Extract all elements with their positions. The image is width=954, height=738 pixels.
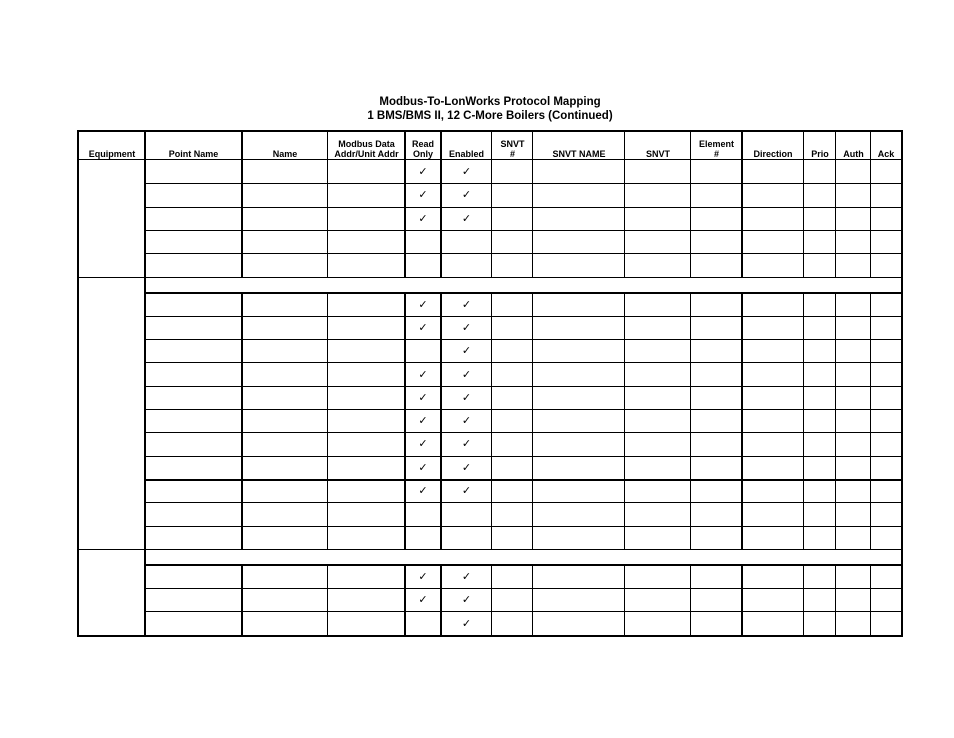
column-rule: [690, 565, 691, 635]
column-rule: [404, 132, 406, 160]
row-rule: [145, 611, 901, 612]
column-rule: [870, 160, 871, 277]
column-rule: [835, 293, 836, 549]
row-rule: [145, 526, 901, 527]
read-only-check-icon: ✓: [418, 415, 428, 428]
column-header-auth: Auth: [843, 149, 864, 159]
read-only-check-icon: ✓: [418, 368, 428, 381]
row-rule: [145, 230, 901, 231]
enabled-check-icon: ✓: [461, 345, 472, 358]
column-rule: [327, 132, 328, 160]
column-rule: [532, 160, 533, 277]
column-header-point-name: Point Name: [168, 149, 219, 159]
read-only-check-icon: ✓: [418, 298, 428, 311]
column-rule: [803, 565, 804, 635]
enabled-check-icon: ✓: [461, 189, 472, 202]
column-header-name: Name: [272, 149, 298, 159]
row-rule: [145, 432, 901, 433]
column-rule: [624, 293, 625, 549]
title-line-2: 1 BMS/BMS II, 12 C-More Boilers (Continued): [367, 110, 613, 122]
column-rule: [241, 132, 243, 160]
column-header-snvt-name: SNVT NAME: [552, 149, 606, 159]
column-rule: [624, 160, 625, 277]
column-rule: [690, 293, 691, 549]
column-rule: [741, 293, 743, 549]
read-only-check-icon: ✓: [418, 321, 428, 334]
enabled-check-icon: ✓: [461, 415, 472, 428]
column-rule: [532, 132, 533, 160]
row-rule: [145, 588, 901, 589]
column-rule: [690, 160, 691, 277]
column-rule: [835, 160, 836, 277]
row-rule: [145, 253, 901, 254]
row-rule: [145, 362, 901, 363]
read-only-check-icon: ✓: [418, 485, 428, 498]
column-header-modbus-data-addr-unit-addr: Modbus Data Addr/Unit Addr: [334, 139, 399, 159]
column-rule: [741, 565, 743, 635]
enabled-check-icon: ✓: [461, 438, 472, 451]
group-rule: [79, 277, 901, 278]
column-rule: [144, 132, 146, 635]
column-header-ack: Ack: [877, 149, 895, 159]
column-header-equipment: Equipment: [88, 149, 136, 159]
enabled-check-icon: ✓: [461, 485, 472, 498]
column-rule: [241, 565, 243, 635]
column-rule: [440, 132, 442, 160]
read-only-check-icon: ✓: [418, 570, 428, 583]
page-title: [77, 95, 903, 123]
column-rule: [532, 565, 533, 635]
read-only-check-icon: ✓: [418, 166, 428, 179]
protocol-mapping-table: [77, 130, 903, 637]
column-header-read-only: Read Only: [411, 139, 434, 159]
row-rule: [145, 479, 901, 481]
column-rule: [491, 132, 492, 160]
row-rule: [145, 207, 901, 208]
column-rule: [532, 293, 533, 549]
enabled-check-icon: ✓: [461, 212, 472, 225]
column-rule: [327, 565, 328, 635]
read-only-check-icon: ✓: [418, 189, 428, 202]
column-header-snvt: SNVT #: [500, 139, 525, 159]
column-rule: [327, 293, 328, 549]
column-rule: [241, 293, 243, 549]
enabled-check-icon: ✓: [461, 391, 472, 404]
read-only-check-icon: ✓: [418, 438, 428, 451]
column-rule: [803, 160, 804, 277]
column-rule: [741, 160, 743, 277]
enabled-check-icon: ✓: [461, 321, 472, 334]
title-line-1: Modbus-To-LonWorks Protocol Mapping: [379, 96, 601, 108]
column-rule: [624, 565, 625, 635]
column-header-direction: Direction: [753, 149, 793, 159]
column-rule: [870, 565, 871, 635]
enabled-check-icon: ✓: [461, 368, 472, 381]
column-rule: [741, 132, 743, 160]
column-rule: [870, 293, 871, 549]
column-header-prio: Prio: [811, 149, 829, 159]
read-only-check-icon: ✓: [418, 461, 428, 474]
row-rule: [145, 339, 901, 340]
column-rule: [690, 132, 691, 160]
column-rule: [803, 132, 804, 160]
enabled-check-icon: ✓: [461, 617, 472, 630]
column-header-snvt: SNVT: [645, 149, 670, 159]
enabled-check-icon: ✓: [461, 298, 472, 311]
column-rule: [327, 160, 328, 277]
column-rule: [870, 132, 871, 160]
enabled-check-icon: ✓: [461, 166, 472, 179]
column-header-element: Element #: [698, 139, 734, 159]
enabled-check-icon: ✓: [461, 570, 472, 583]
read-only-check-icon: ✓: [418, 212, 428, 225]
read-only-check-icon: ✓: [418, 594, 428, 607]
row-rule: [145, 316, 901, 317]
enabled-check-icon: ✓: [461, 594, 472, 607]
read-only-check-icon: ✓: [418, 391, 428, 404]
row-rule: [145, 456, 901, 457]
column-rule: [241, 160, 243, 277]
column-header-enabled: Enabled: [448, 149, 484, 159]
row-rule: [145, 502, 901, 503]
enabled-check-icon: ✓: [461, 461, 472, 474]
column-rule: [835, 565, 836, 635]
group-spacer-rule: [145, 564, 901, 566]
row-rule: [145, 386, 901, 387]
row-rule: [145, 183, 901, 184]
column-rule: [624, 132, 625, 160]
group-rule: [79, 549, 901, 550]
group-spacer-rule: [145, 292, 901, 294]
column-rule: [803, 293, 804, 549]
column-rule: [835, 132, 836, 160]
row-rule: [145, 409, 901, 410]
